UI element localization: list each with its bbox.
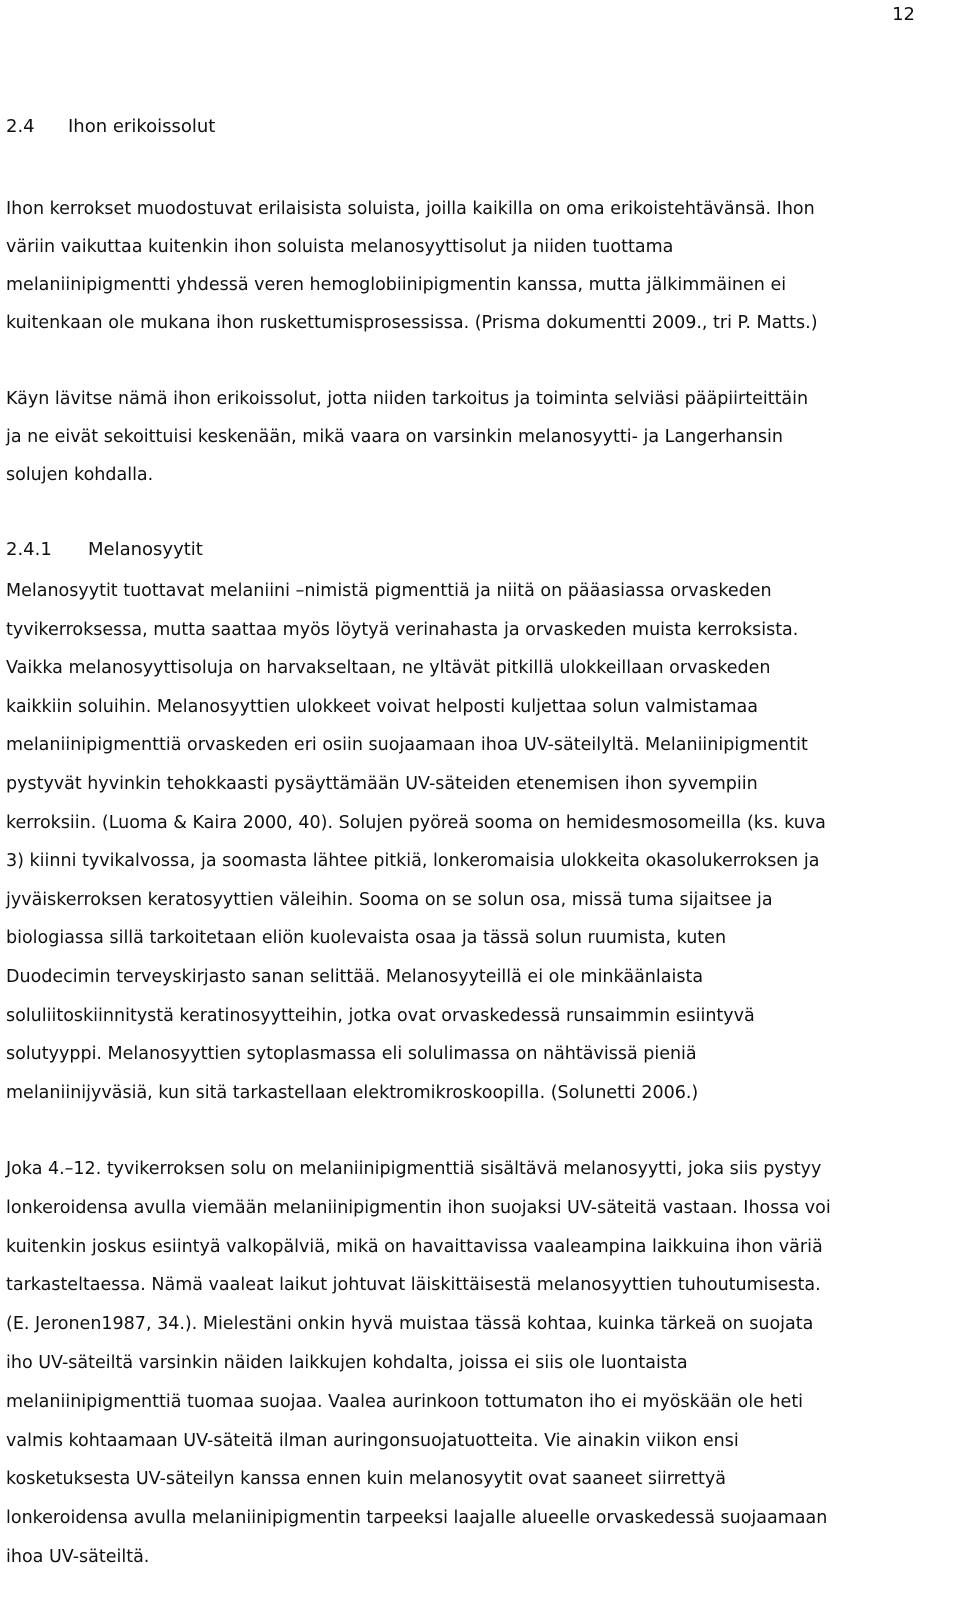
text-line: väriin vaikuttaa kuitenkin ihon soluista melanosyyttisolut ja niiden tuottama — [6, 237, 674, 257]
text-line: Duodecimin terveyskirjasto sanan selittää. Melanosyyteillä ei ole minkäänlaista — [6, 966, 704, 987]
page-number: 12 — [892, 4, 915, 25]
text-line: tyvikerroksessa, mutta saattaa myös löytyä verinahasta ja orvaskeden muista kerroksista. — [6, 619, 799, 640]
text-line: lonkeroidensa avulla melaniinipigmentin tarpeeksi laajalle alueelle orvaskedessä suojaamaan — [6, 1508, 828, 1529]
text-line: Käyn lävitse nämä ihon erikoissolut, jotta niiden tarkoitus ja toiminta selviäsi pääpiirteittäin — [6, 389, 809, 409]
text-line: solujen kohdalla. — [6, 465, 154, 485]
text-line: Joka 4.–12. tyvikerroksen solu on melaniinipigmenttiä sisältävä melanosyytti, joka siis pystyy — [6, 1159, 822, 1179]
text-line: ihoa UV-säteiltä. — [6, 1546, 150, 1567]
text-line: melaniinipigmenttiä orvaskeden eri osiin suojaamaan ihoa UV-säteilyltä. Melaniinipigmentit — [6, 735, 808, 756]
text-line: valmis kohtaamaan UV-säteitä ilman auringonsuojatuotteita. Vie ainakin viikon ensi — [6, 1430, 739, 1451]
text-line: kosketuksesta UV-säteilyn kanssa ennen kuin melanosyytit ovat saaneet siirrettyä — [6, 1469, 726, 1490]
text-line: kaikkiin soluihin. Melanosyyttien ulokkeet voivat helposti kuljettaa solun valmistamaa — [6, 696, 758, 717]
text-line: Vaikka melanosyyttisoluja on harvakseltaan, ne yltävät pitkillä ulokkeillaan orvaskeden — [6, 658, 771, 679]
text-line: iho UV-säteiltä varsinkin näiden laikkujen kohdalta, joissa ei siis ole luontaista — [6, 1352, 688, 1373]
text-line: (E. Jeronen1987, 34.). Mielestäni onkin hyvä muistaa tässä kohtaa, kuinka tärkeä on suojata — [6, 1314, 814, 1335]
text-line: kuitenkin joskus esiintyä valkopälviä, mikä on havaittavissa vaaleampina laikkuina ihon väriä — [6, 1236, 823, 1257]
text-line: kerroksiin. (Luoma & Kaira 2000, 40). Solujen pyöreä sooma on hemidesmosomeilla (ks. kuva — [6, 812, 826, 833]
text-line: melaniinijyväsiä, kun sitä tarkastellaan elektromikroskoopilla. (Solunetti 2006.) — [6, 1082, 699, 1103]
text-line: Melanosyytit tuottavat melaniini –nimistä pigmenttiä ja niitä on pääasiassa orvaskeden — [6, 581, 772, 601]
text-line: pystyvät hyvinkin tehokkaasti pysäyttämään UV-säteiden etenemisen ihon syvempiin — [6, 773, 758, 794]
section-heading — [6, 116, 215, 137]
section-title: Ihon erikoissolut — [68, 116, 216, 137]
text-line: 3) kiinni tyvikalvossa, ja soomasta lähtee pitkiä, lonkeromaisia ulokkeita okasolukerroksen ja — [6, 851, 820, 872]
paragraph-melanocytes — [6, 572, 941, 1112]
text-line: solutyyppi. Melanosyyttien sytoplasmassa eli solulimassa on nähtävissä pieniä — [6, 1044, 697, 1065]
subsection-number: 2.4.1 — [6, 539, 52, 560]
text-line: soluliitoskiinnitystä keratinosyytteihin, jotka ovat orvaskedessä runsaimmin esiintyvä — [6, 1005, 755, 1026]
text-line: melaniinipigmenttiä tuomaa suojaa. Vaalea aurinkoon tottumaton iho ei myöskään ole heti — [6, 1391, 804, 1412]
text-line: lonkeroidensa avulla viemään melaniinipigmentin ihon suojaksi UV-säteitä vastaan. Ihossa voi — [6, 1197, 831, 1218]
text-line: kuitenkaan ole mukana ihon ruskettumisprosessissa. (Prisma dokumentti 2009., tri P. Matts.) — [6, 313, 818, 333]
paragraph-intro — [6, 190, 941, 342]
text-line: biologiassa sillä tarkoitetaan eliön kuolevaista osaa ja tässä solun ruumista, kuten — [6, 928, 727, 949]
paragraph-purpose — [6, 380, 941, 494]
subsection-title: Melanosyytit — [88, 539, 203, 560]
text-line: jyväiskerroksen keratosyyttien väleihin. Sooma on se solun osa, missä tuma sijaitsee ja — [6, 889, 773, 910]
text-line: tarkasteltaessa. Nämä vaaleat laikut johtuvat läiskittäisestä melanosyyttien tuhoutumisesta. — [6, 1275, 821, 1296]
subsection-heading — [6, 539, 203, 560]
section-number: 2.4 — [6, 116, 35, 137]
paragraph-vitiligo — [6, 1150, 941, 1577]
text-line: ja ne eivät sekoittuisi keskenään, mikä vaara on varsinkin melanosyytti- ja Langerhansin — [6, 427, 783, 447]
text-line: Ihon kerrokset muodostuvat erilaisista soluista, joilla kaikilla on oma erikoistehtävänsä. Ihon — [6, 199, 815, 219]
text-line: melaniinipigmentti yhdessä veren hemoglobiinipigmentin kanssa, mutta jälkimmäinen ei — [6, 275, 787, 295]
